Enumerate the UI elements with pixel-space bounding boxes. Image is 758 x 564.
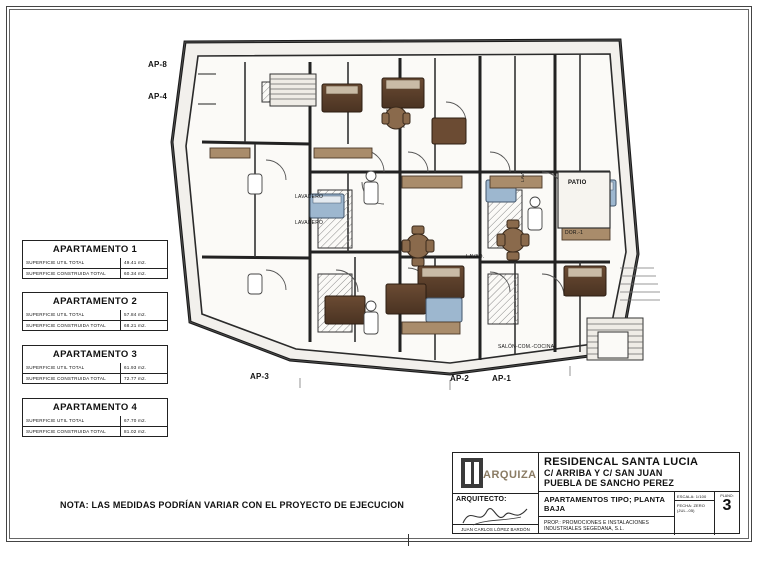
apartment-2-util-label: SUPERFICIE UTIL TOTAL — [23, 310, 121, 320]
title-block — [452, 452, 740, 534]
apartment-1-row-util — [22, 258, 168, 269]
apartment-legend-3 — [22, 345, 168, 384]
apartment-2-construida-value: 68.21 m2. — [124, 322, 147, 328]
apartment-2-title: APARTAMENTO 2 — [22, 292, 168, 310]
client-line: PROP.: PROMOCIONES E INSTALACIONES INDUSTRIALES SEGEDANA, S.L. — [544, 520, 649, 532]
title-block-lower-left — [539, 492, 674, 535]
callout-ap2: AP-2 — [450, 374, 470, 383]
apartment-4-util-value: 67.70 m2. — [124, 418, 147, 423]
logo-wordmark: ARQUIZA — [483, 469, 537, 481]
apartment-1-util-value: 49.41 m2. — [124, 260, 147, 265]
drawing-title: APARTAMENTOS TIPO; PLANTA BAJA — [539, 492, 674, 517]
title-block-right — [539, 453, 739, 533]
apartment-4-util-label: SUPERFICIE UTIL TOTAL — [23, 416, 121, 426]
scale-value: ESCALA: 1/100 — [675, 492, 714, 501]
plan-number-caption: PLANO: — [720, 494, 734, 498]
apartment-3-row-construida — [22, 374, 168, 385]
drawing-note: NOTA: LAS MEDIDAS PODRÍAN VARIAR CON EL PROYECTO DE EJECUCION — [60, 500, 405, 510]
logo-mark-icon — [461, 458, 483, 488]
title-block-lower — [539, 492, 739, 535]
architect-name: JUAN CARLOS LÓPEZ BARDÓN — [453, 524, 538, 533]
label-lavadero-2: LAVADERO — [295, 220, 324, 226]
plan-number-box — [714, 492, 739, 535]
apartment-2-row-construida — [22, 321, 168, 332]
apartment-1-util-label: SUPERFICIE UTIL TOTAL — [23, 258, 121, 268]
callout-ap8: AP-8 — [148, 60, 168, 69]
apartment-3-util-value: 61.93 m2. — [124, 365, 147, 370]
sheet-center-tick — [408, 534, 409, 546]
apartment-legend-1 — [22, 240, 168, 279]
label-lavadero-1: LAVADERO — [295, 194, 324, 200]
meta-stack — [675, 492, 714, 535]
label-patio: PATIO — [568, 180, 587, 186]
apartment-1-construida-label: SUPERFICIE CONSTRUIDA TOTAL — [23, 269, 121, 279]
apartment-3-row-util — [22, 363, 168, 374]
apartment-4-title: APARTAMENTO 4 — [22, 398, 168, 416]
project-city: PUEBLA DE SANCHO PEREZ — [544, 478, 675, 488]
apartment-2-row-util — [22, 310, 168, 321]
apartment-1-title: APARTAMENTO 1 — [22, 240, 168, 258]
callout-ap4: AP-4 — [148, 92, 168, 101]
architect-signature — [453, 505, 538, 524]
apartment-4-row-construida — [22, 427, 168, 438]
floor-plan — [150, 22, 670, 422]
apartment-legend-2 — [22, 292, 168, 331]
architect-label: ARQUITECTO: — [456, 496, 507, 503]
apartment-4-construida-value: 81.02 m2. — [124, 428, 147, 434]
apartment-3-title: APARTAMENTO 3 — [22, 345, 168, 363]
callout-ap3: AP-3 — [250, 372, 270, 381]
apartment-3-construida-label: SUPERFICIE CONSTRUIDA TOTAL — [23, 374, 121, 384]
apartment-1-construida-value: 60.34 m2. — [124, 270, 147, 276]
label-lavadero-4: LAV. — [520, 172, 525, 182]
label-lavadero-3: LAVAD. — [466, 254, 485, 260]
apartment-3-construida-value: 72.77 m2. — [124, 375, 147, 381]
apartment-1-row-construida — [22, 269, 168, 280]
company-logo — [453, 453, 538, 494]
date-value: FECHA: ZERO (JUL.-05) — [677, 502, 705, 513]
apartment-legend-4 — [22, 398, 168, 437]
label-dormitorio-1: DOR.-1 — [565, 230, 584, 236]
callout-ap1: AP-1 — [492, 374, 512, 383]
apartment-4-construida-label: SUPERFICIE CONSTRUIDA TOTAL — [23, 427, 121, 437]
apartment-2-construida-label: SUPERFICIE CONSTRUIDA TOTAL — [23, 321, 121, 331]
title-block-meta — [674, 492, 739, 535]
title-block-left — [453, 453, 539, 533]
apartment-2-util-value: 57.84 m2. — [124, 312, 147, 317]
apartment-4-row-util — [22, 416, 168, 427]
plan-number-value: 3 — [722, 497, 732, 514]
project-street: C/ ARRIBA Y C/ SAN JUAN — [544, 468, 663, 478]
apartment-3-util-label: SUPERFICIE UTIL TOTAL — [23, 363, 121, 373]
label-salon-com-cocina: SALÓN-COM.-COCINA — [498, 344, 555, 350]
project-heading — [539, 453, 739, 492]
project-name: RESIDENCAL SANTA LUCIA — [544, 456, 699, 468]
